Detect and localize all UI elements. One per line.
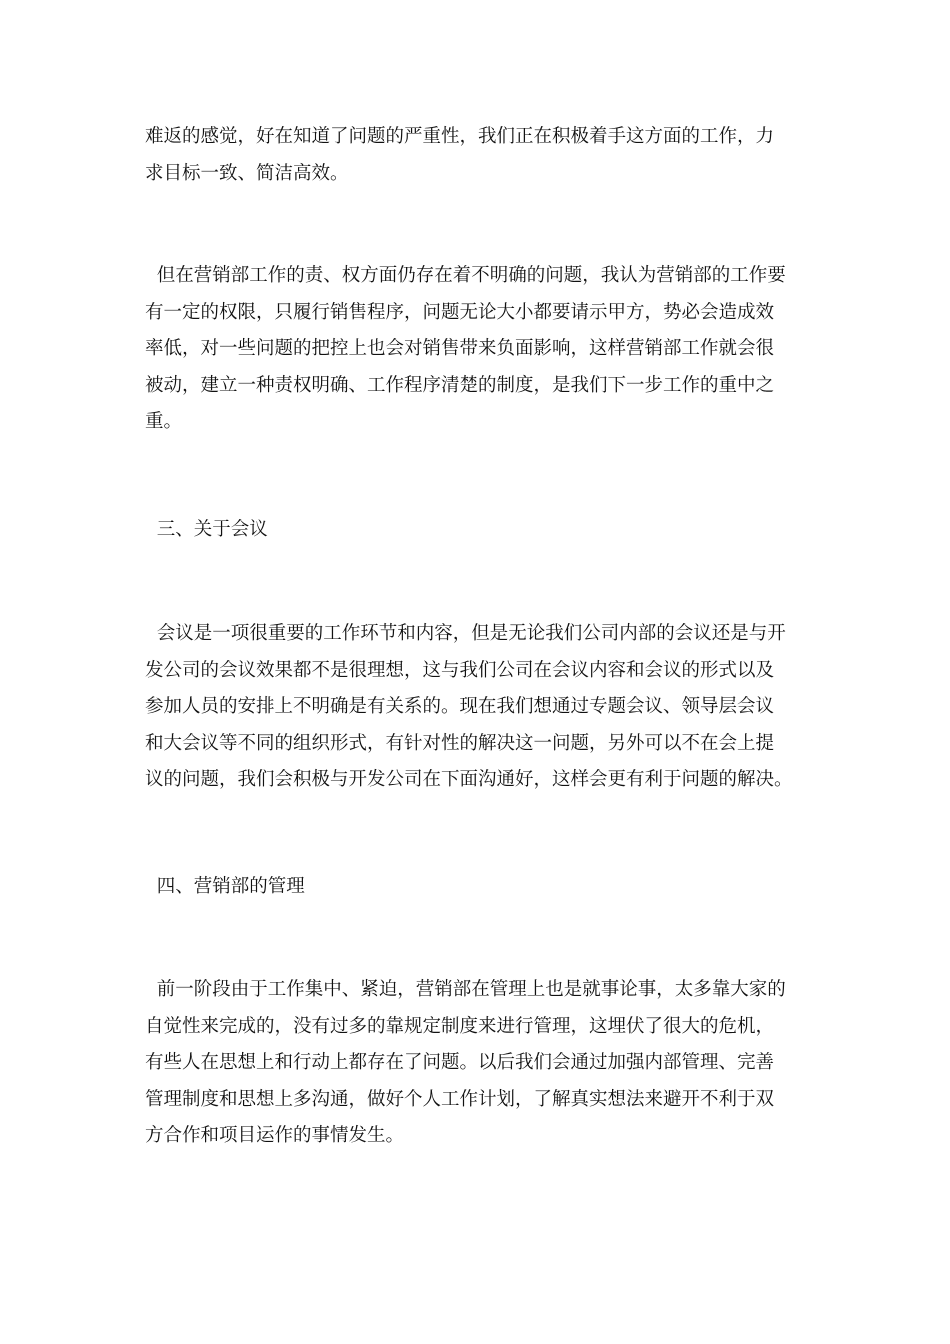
text-line: 难返的感觉，好在知道了问题的严重性，我们正在积极着手这方面的工作，力 (145, 126, 775, 147)
text-line: 前一阶段由于工作集中、紧迫，营销部在管理上也是就事论事，太多靠大家的 (145, 979, 786, 1000)
text-line: 求目标一致、简洁高效。 (145, 162, 349, 184)
section-heading-management: 四、营销部的管理 (145, 876, 305, 897)
paragraph-responsibility (145, 258, 809, 441)
text-line: 方合作和项目运作的事情发生。 (145, 1125, 405, 1146)
text-line: 管理制度和思想上多沟通，做好个人工作计划，了解真实想法来避开不利于双 (145, 1088, 775, 1110)
text-line: 自觉性来完成的，没有过多的靠规定制度来进行管理，这埋伏了很大的危机， (145, 1015, 775, 1037)
text-line: 但在营销部工作的责、权方面仍存在着不明确的问题，我认为营销部的工作要 (145, 265, 786, 286)
text-line: 发公司的会议效果都不是很理想，这与我们公司在会议内容和会议的形式以及 (145, 659, 775, 681)
text-line: 和大会议等不同的组织形式，有针对性的解决这一问题，另外可以不在会上提 (145, 732, 775, 754)
text-line: 有一定的权限，只履行销售程序，问题无论大小都要请示甲方，势必会造成效 (145, 301, 775, 323)
text-line: 会议是一项很重要的工作环节和内容，但是无论我们公司内部的会议还是与开 (145, 623, 786, 644)
paragraph-management (145, 972, 809, 1155)
text-line: 率低，对一些问题的把控上也会对销售带来负面影响，这样营销部工作就会很 (145, 338, 775, 359)
text-line: 参加人员的安排上不明确是有关系的。现在我们想通过专题会议、领导层会议 (145, 696, 775, 717)
section-heading-meetings: 三、关于会议 (145, 519, 268, 540)
text-line: 重。 (145, 411, 183, 432)
text-line: 被动，建立一种责权明确、工作程序清楚的制度，是我们下一步工作的重中之 (145, 374, 775, 396)
text-line: 有些人在思想上和行动上都存在了问题。以后我们会通过加强内部管理、完善 (145, 1052, 775, 1073)
paragraph-continuation (145, 119, 809, 192)
text-line: 议的问题，我们会积极与开发公司在下面沟通好，这样会更有利于问题的解决。 (145, 769, 793, 790)
paragraph-meetings (145, 616, 809, 799)
